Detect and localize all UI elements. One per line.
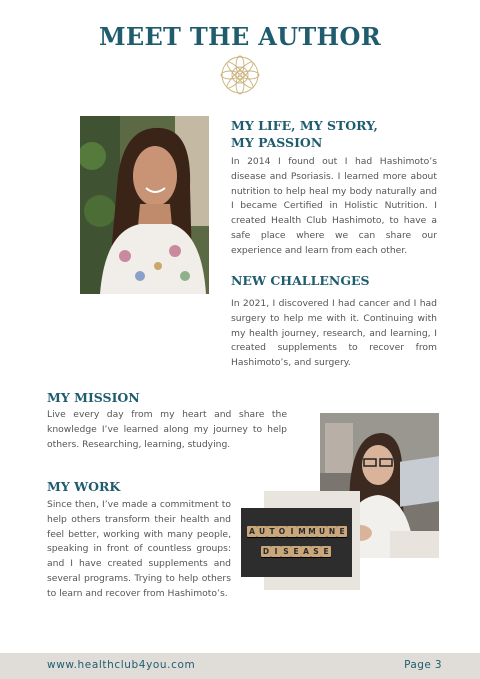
my-mission-text: Live every day from my heart and share the knowledge I’ve learned along my journey to help others. Researching, learning, studying. (47, 409, 287, 450)
footer-bar (0, 653, 480, 679)
letter-tile: D (262, 547, 270, 556)
author-portrait (80, 116, 209, 294)
my-work-text: Since then, I’ve made a commitment to help others transform their health and feel better, working with many people, speaking in front of countless groups: and I have created supplements and several programs. Trying to help others to learn and recover from Hashimoto’s. (47, 499, 231, 599)
heading-my-mission: MY MISSION (47, 390, 140, 405)
heading-my-life-line2: MY PASSION (231, 135, 323, 150)
page-number: Page 3 (404, 659, 442, 671)
heading-my-life (231, 117, 411, 151)
letter-tile: M (308, 527, 316, 536)
autoimmune-tiles-photo (241, 508, 352, 577)
heading-new-challenges: NEW CHALLENGES (231, 273, 370, 288)
letter-tile: S (311, 546, 321, 557)
letter-tile: U (258, 527, 266, 536)
letter-tile: T (267, 526, 277, 537)
mandala-emblem-icon (219, 54, 261, 96)
letter-tile: S (281, 546, 291, 557)
letter-tile: A (247, 526, 257, 537)
letter-tile: I (271, 546, 281, 557)
letter-tile: U (318, 527, 326, 536)
letter-tile: E (321, 546, 331, 557)
heading-my-work: MY WORK (47, 479, 121, 494)
letter-tile: O (278, 527, 286, 536)
new-challenges-text: In 2021, I discovered I had cancer and I had surgery to help me with it. Continuing with my health journey, research, and learning, I created supplements to recover from Hashimoto’s, and surgery. (231, 298, 437, 369)
page-title: MEET THE AUTHOR (99, 22, 381, 51)
letter-tile: E (337, 526, 347, 537)
letter-tile: E (291, 546, 301, 557)
letter-tile: N (328, 527, 336, 536)
letter-tile: A (301, 546, 311, 557)
website-link[interactable]: www.healthclub4you.com (47, 659, 196, 671)
heading-my-life-line1: MY LIFE, MY STORY, (231, 118, 378, 133)
letter-tile: M (298, 527, 306, 536)
letter-tile: I (287, 526, 297, 537)
my-life-text: In 2014 I found out I had Hashimoto’s disease and Psoriasis. I learned more about nutrition to help heal my body naturally and I became Certified in Holistic Nutrition. I created Health Club Hashimoto, to have a safe place where we can share our experience and learn from each other. (231, 156, 437, 256)
